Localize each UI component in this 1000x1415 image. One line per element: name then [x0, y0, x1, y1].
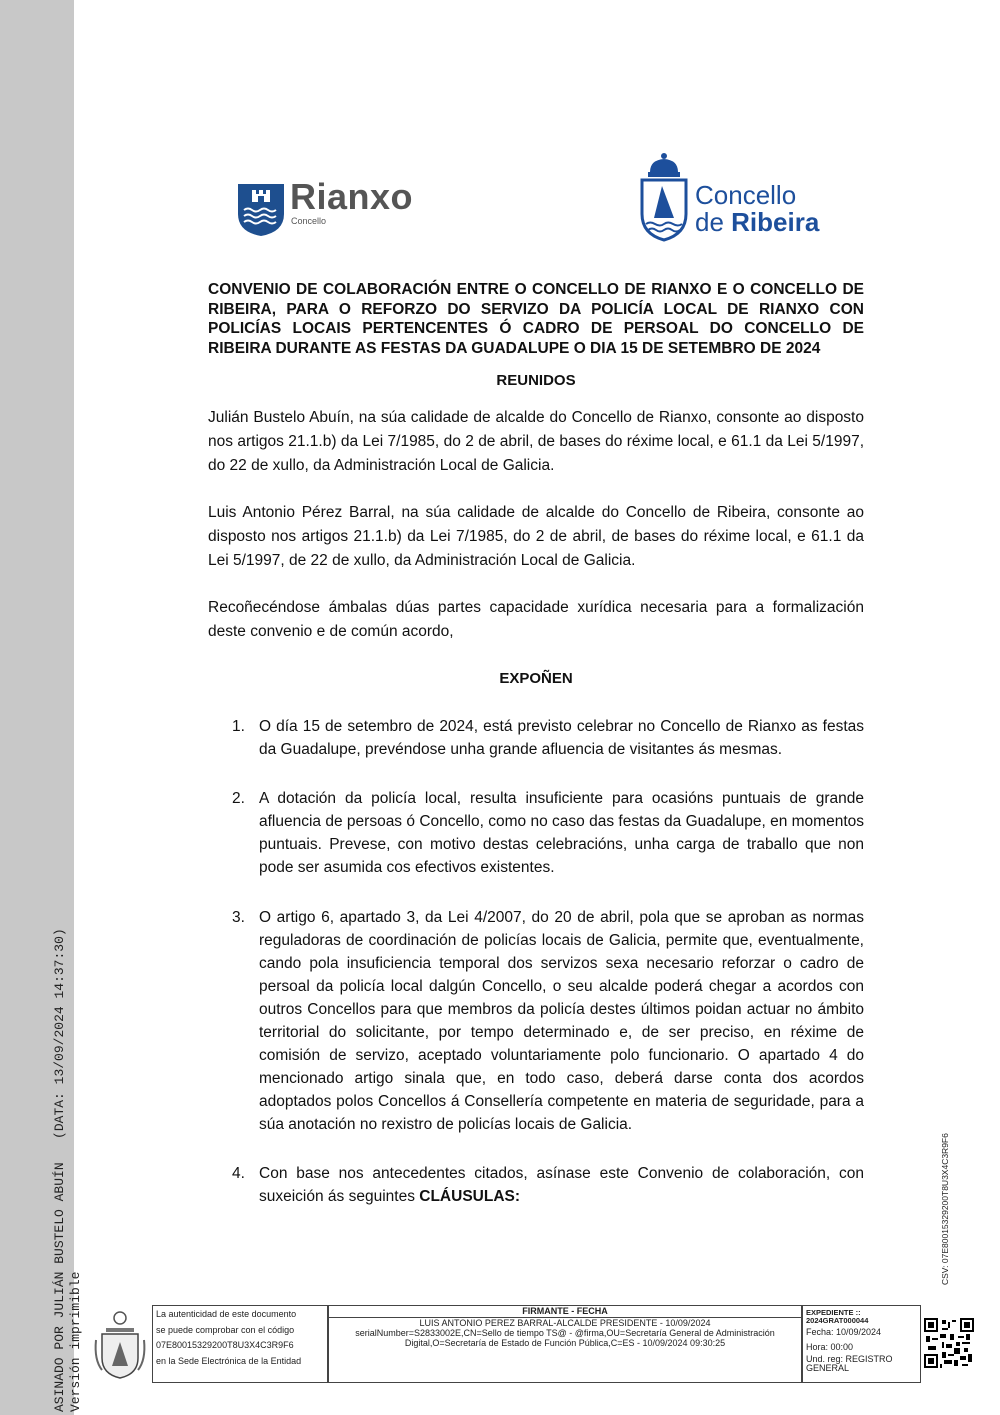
list-item-number: 4. [232, 1165, 245, 1182]
ribeira-crowned-shield-icon [640, 150, 688, 242]
signer-line: serialNumber=S2833002E,CN=Sello de tiempo TS@ - @firma,OU=Secretaría General de Administración [355, 1328, 775, 1338]
ribeira-name: Ribeira [731, 207, 820, 237]
list-item-text [259, 1162, 864, 1208]
authenticity-box [152, 1305, 328, 1383]
expediente-code: 2024GRAT000044 [806, 1316, 869, 1325]
signer-line: Digital,O=Secretaría de Estado de Función Pública,C=ES - 10/09/2024 09:30:25 [404, 1338, 726, 1348]
auth-line: se puede comprobar con el código [156, 1324, 295, 1335]
list-item-number: 2. [232, 790, 245, 807]
reunidos-heading: REUNIDOS [496, 372, 576, 389]
expediente-label: EXPEDIENTE :: [806, 1308, 861, 1317]
paragraph-rianxo-mayor: Julián Bustelo Abuín, na súa calidade de alcalde do Concello de Rianxo, consonte ao disposto nos artigos 21.1.b) da Lei 7/1985, do 2 de abril, de bases do réxime local, e 61.1 da Lei 5/1997, do 22 de xullo, da Administración Local de Galicia. [208, 409, 864, 474]
paragraph-ribeira-mayor: Luis Antonio Pérez Barral, na súa calidade de alcalde do Concello de Ribeira, consonte ao disposto nos artigos 21.1.b) da Lei 7/1985, do 2 de abril, de bases do réxime local, e 61.1 da Lei 5/1997, de 22 de xullo, da Administración Local de Galicia. [208, 504, 864, 569]
document-title: CONVENIO DE COLABORACIÓN ENTRE O CONCELLO DE RIANXO E O CONCELLO DE RIBEIRA, PARA O REFORZO DO SERVIZO DA POLICÍA LOCAL DE RIANXO CON POLICÍAS LOCAIS PERTENCENTES Ó CADRO DE PERSOAL DO CONCELLO DE RIBEIRA DURANTE AS FESTAS DA GUADALUPE O DIA 15 DE SETEMBRO DE 2024 [208, 281, 864, 357]
csv-code: CSV: 07E80015329200T8U3X4C3R9F6 [940, 1133, 950, 1285]
ribeira-logo [638, 150, 848, 245]
sidebar-version: Versión imprimible [68, 1271, 83, 1412]
signer-header: FIRMANTE - FECHA [329, 1306, 801, 1318]
list-item-text: O día 15 de setembro de 2024, está previsto celebrar no Concello de Rianxo as festas da Guadalupe, prevéndose unha grande afluencia de visitantes ás mesmas. [259, 718, 864, 758]
auth-line: en la Sede Electrónica de la Entidad [156, 1355, 302, 1366]
sidebar-signature-text [52, 928, 84, 1412]
list-item-number: 1. [232, 718, 245, 735]
auth-line: La autenticidad de este documento [156, 1309, 297, 1319]
expediente-date: Fecha: 10/09/2024 [806, 1327, 882, 1337]
rianxo-wordmark: Rianxo [290, 176, 414, 217]
rianxo-shield-icon [238, 180, 284, 236]
expediente-time: Hora: 00:00 [806, 1342, 854, 1352]
auth-code: 07E80015329200T8U3X4C3R9F6 [156, 1340, 294, 1350]
rianxo-logo [238, 176, 438, 236]
list-item-text: O artigo 6, apartado 3, da Lei 4/2007, do 20 de abril, pola que se aproban as normas reguladoras de coordinación de policías locais de Galicia, permite que, eventualmente, cando pola insuficiencia temporal dos servizos sexa necesario reforzar o cadro de persoal da policía local dalgún Concello, o seu alcalde poderá chegar a acordos con outros Concellos para que membros da policía destes últimos poidan actuar no ámbito territorial do solicitante, por tempo determinado e, de ser preciso, en réxime de comisión de servizo, aceptado voluntariamente polo funcionario. O apartado 4 do mencionado artigo sinala que, en todo caso, deberá darse conta dos acordos adoptados polos Concellos á Consellería competente en materia de seguridade, para a súa anotación no rexistro de policías locais de Galicia. [259, 909, 864, 1133]
ribeira-wordmark-line2 [695, 207, 819, 238]
signer-line: LUIS ANTONIO PEREZ BARRAL-ALCALDE PRESIDENTE - 10/09/2024 [419, 1318, 711, 1328]
expediente-registry: Und. reg: REGISTRO GENERAL [806, 1354, 893, 1373]
list-item-text-body: Con base nos antecedentes citados, asínase este Convenio de colaboración, con suxeición ás seguintes [259, 1165, 864, 1205]
signature-sidebar [0, 0, 83, 1415]
list-item-text: A dotación da policía local, resulta insuficiente para ocasións puntuais de grande afluencia de persoas ó Concello, como no caso das festas da Guadalupe, en momentos puntuais. Prevese, con motivo destas celebracións, unha carga de traballo que non pode ser asumida cos efectivos existentes. [259, 790, 864, 876]
paragraph-capacity: Recoñecéndose ámbalas dúas partes capacidade xurídica necesaria para a formalización deste convenio e de común acordo, [208, 599, 864, 640]
ribeira-prefix: de [695, 207, 732, 237]
list-item-number: 3. [232, 909, 245, 926]
exponen-heading: EXPOÑEN [499, 670, 573, 687]
qr-code-icon [924, 1318, 974, 1368]
rianxo-subtitle: Concello [291, 216, 327, 226]
ribeira-wordmark-line1: Concello [695, 180, 797, 210]
clausulas-label: CLÁUSULAS: [419, 1188, 521, 1205]
expediente-box [802, 1305, 921, 1383]
signer-box [328, 1305, 802, 1383]
sidebar-signed-by: ASINADO POR JULIÁN BUSTELO ABUÍN (DATA: 13/09/2024 14:37:30) [52, 928, 67, 1412]
municipal-seal-icon [92, 1310, 148, 1380]
